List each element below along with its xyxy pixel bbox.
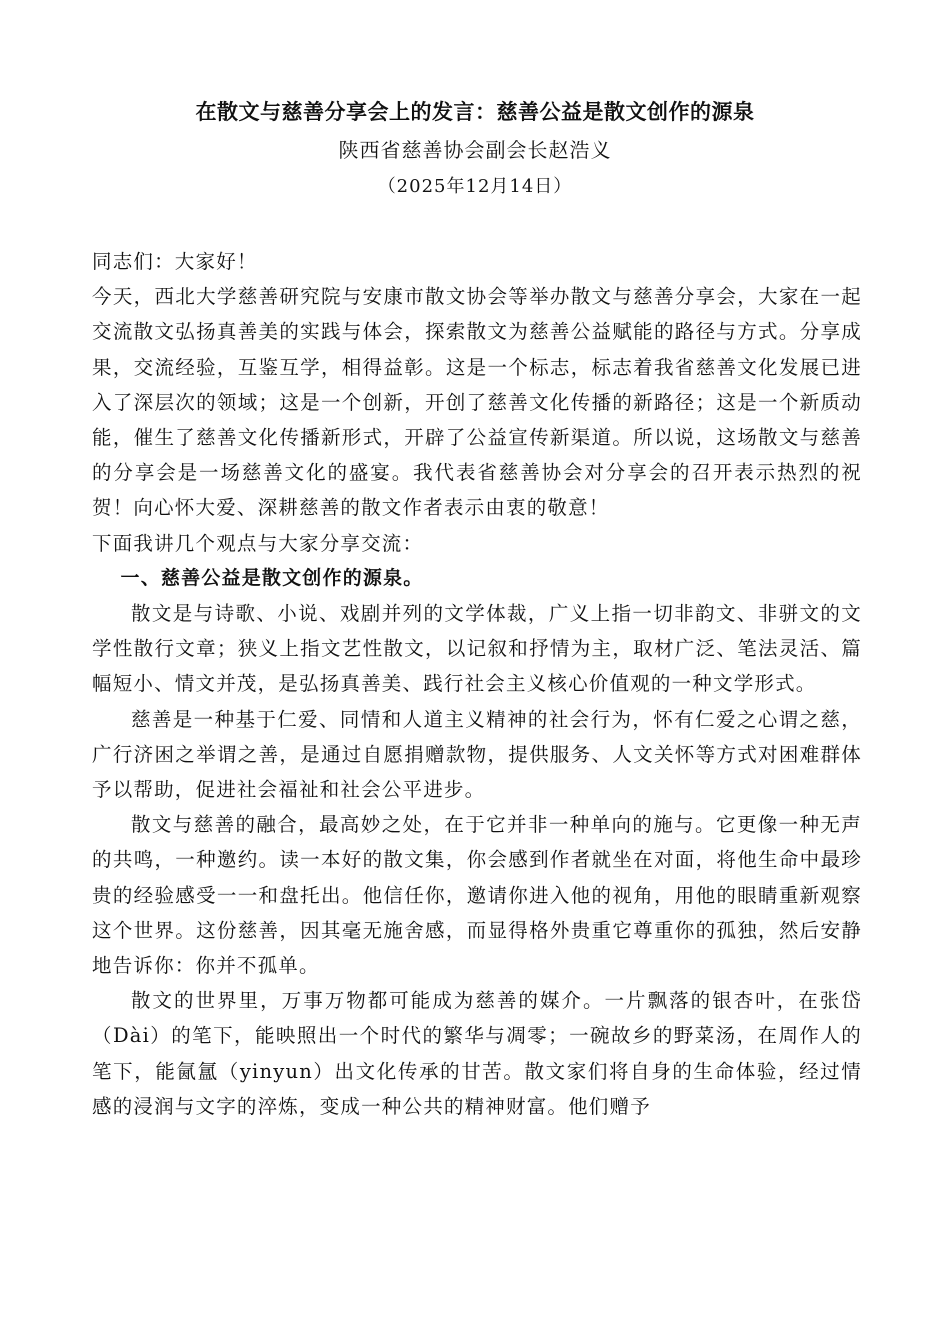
- section-heading: 一、慈善公益是散文创作的源泉。: [120, 566, 424, 589]
- greeting-paragraph: 同志们：大家好！: [92, 250, 258, 273]
- transition-paragraph: 下面我讲几个观点与大家分享交流：: [92, 531, 424, 555]
- intro-paragraph: 今天，西北大学慈善研究院与安康市散文协会等举办散文与慈善分享会，大家在一起交流散文弘扬真善美的实践与体会，探索散文为慈善公益赋能的路径与方式。分享成果，交流经验，互鉴互学，相得益彰。这是一个标志，标志着我省慈善文化发展已进入了深层次的领域；这是一个创新，开创了慈善文化传播的新路径；这是一个新质动能，催生了慈善文化传播新形式，开辟了公益宣传新渠道。所以说，这场散文与慈善的分享会是一场慈善文化的盛宴。我代表省慈善协会对分享会的召开表示热烈的祝贺！向心怀大爱、深耕慈善的散文作者表示由衷的敬意！: [92, 285, 862, 520]
- body-paragraph-1: 散文是与诗歌、小说、戏剧并列的文学体裁，广义上指一切非韵文、非骈文的文学性散行文章；狭义上指文艺性散文，以记叙和抒情为主，取材广泛、笔法灵活、篇幅短小、情文并茂，是弘扬真善美、践行社会主义核心价值观的一种文学形式。: [92, 602, 862, 696]
- document-date: （2025年12月14日）: [377, 176, 573, 197]
- document-title: 在散文与慈善分享会上的发言：慈善公益是散文创作的源泉: [195, 99, 755, 124]
- document-body: [92, 244, 862, 1124]
- body-paragraph-4: 散文的世界里，万事万物都可能成为慈善的媒介。一片飘落的银杏叶，在张岱（Dài）的笔下，能映照出一个时代的繁华与凋零；一碗故乡的野菜汤，在周作人的笔下，能氤氲（yinyun）出文化传承的甘苦。散文家们将自身的生命体验，经过情感的浸润与文字的淬炼，变成一种公共的精神财富。他们赠予: [92, 989, 862, 1118]
- document-author: 陕西省慈善协会副会长赵浩义: [338, 138, 612, 162]
- body-paragraph-2: 慈善是一种基于仁爱、同情和人道主义精神的社会行为，怀有仁爱之心谓之慈，广行济困之举谓之善，是通过自愿捐赠款物，提供服务、人文关怀等方式对困难群体予以帮助，促进社会福祉和社会公平进步。: [92, 707, 862, 802]
- body-paragraph-3: 散文与慈善的融合，最高妙之处，在于它并非一种单向的施与。它更像一种无声的共鸣，一种邀约。读一本好的散文集，你会感到作者就坐在对面，将他生命中最珍贵的经验感受一一和盘托出。他信任你，邀请你进入他的视角，用他的眼睛重新观察这个世界。这份慈善，因其毫无施舍感，而显得格外贵重它尊重你的孤独，然后安静地告诉你：你并不孤单。: [92, 813, 862, 978]
